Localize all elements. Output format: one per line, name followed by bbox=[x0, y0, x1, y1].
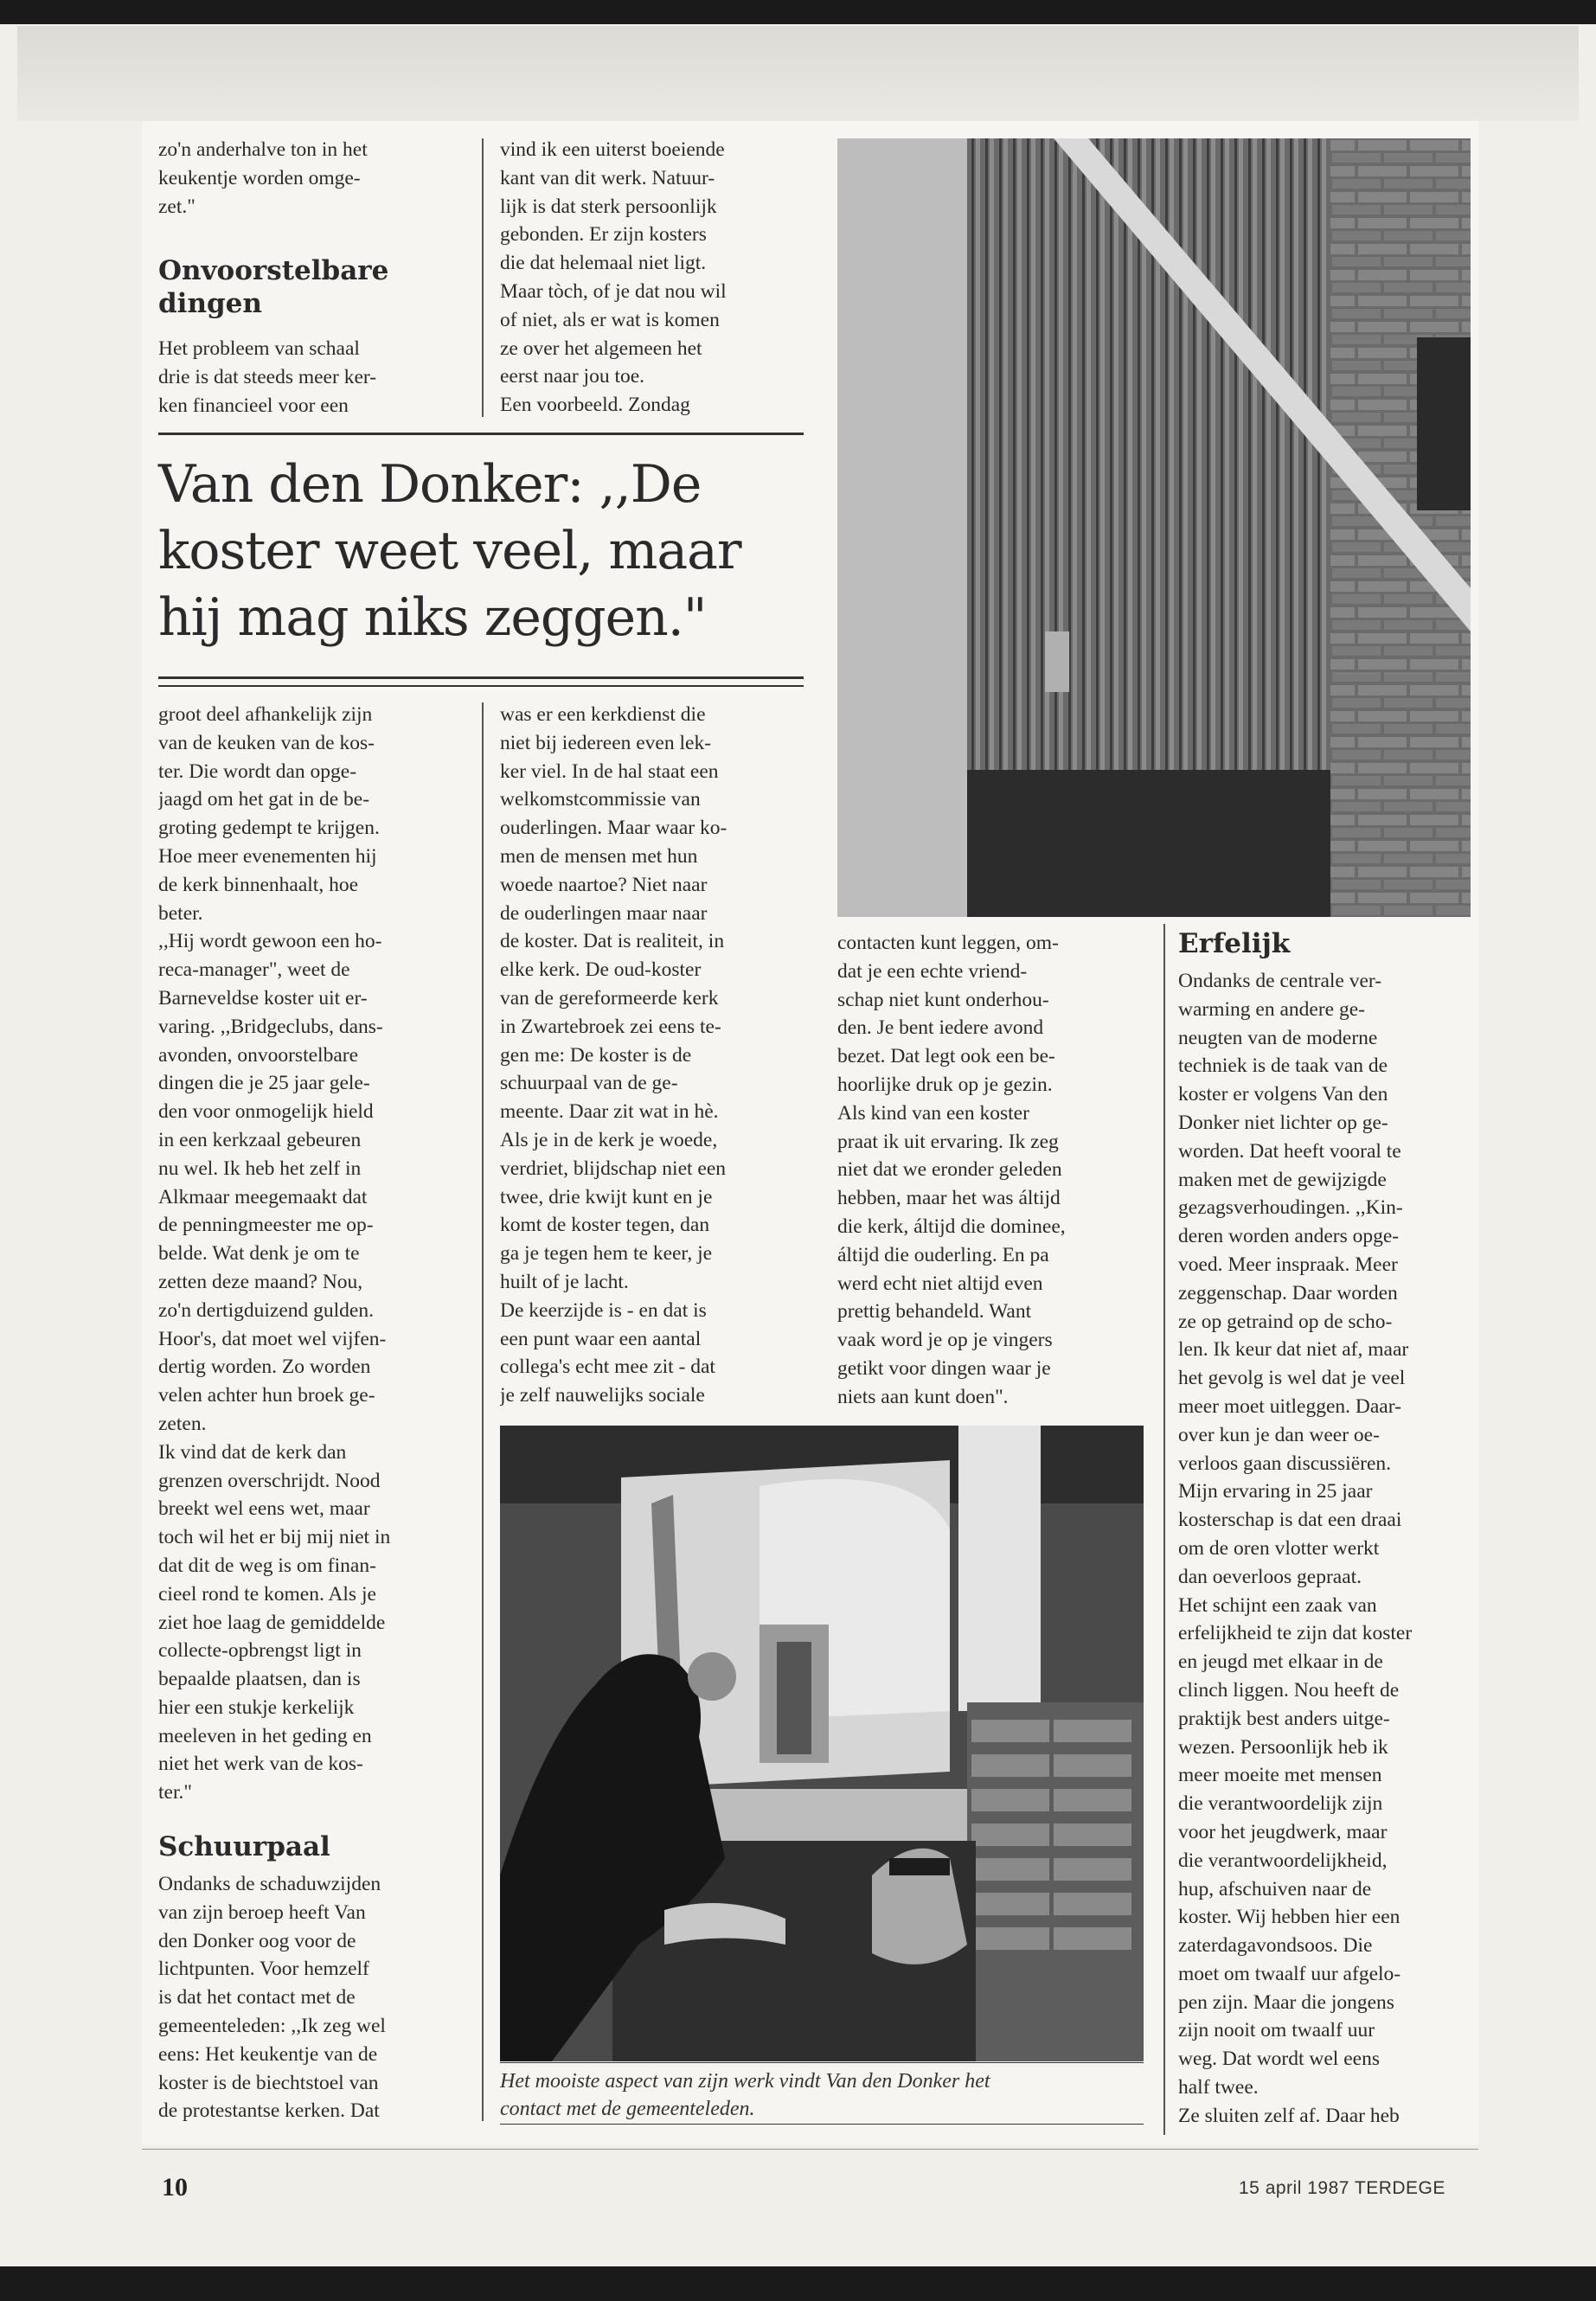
col2-main-text: was er een kerkdienst die niet bij iedereen even lek- ker viel. In de hal staat een welkomstcommissie van ouderlingen. Maar waar ko- men de mensen met hun woede naartoe? Niet naar de ouderlingen maar naar de koster. Dat is realiteit, in elke kerk. De oud-koster van de gereformeerde kerk in Zwartebroek zei eens te- gen me: De koster is de schuurpaal van de ge- meente. Daar zit wat in hè. Als je in de kerk je woede, verdriet, blijdschap niet een twee, drie kwijt kunt en je komt de koster tegen, dan ga je tegen hem te keer, je huilt of je lacht. De keerzijde is - en dat is een punt waar een aantal collega's echt mee zit - dat je zelf nauwelijks sociale bbox=[500, 703, 727, 1407]
column-divider bbox=[1163, 924, 1165, 2135]
col2-top-text: vind ik een uiterst boeiende kant van dit werk. Natuur- lijk is dat sterk persoonlijk gebonden. Er zijn kosters die dat helemaal niet ligt. Maar tòch, of je dat nou wil of niet, als er wat is komen ze over het algemeen het eerst naar jou toe. Een voorbeeld. Zondag bbox=[500, 138, 727, 417]
photo-koster-in-church-image bbox=[500, 1426, 1144, 2061]
col3-main-text: contacten kunt leggen, om- dat je een echte vriend- schap niet kunt onderhou- den. Je bent iedere avond bezet. Dat legt ook een be- hoorlijke druk op je gezin. Als kind van een koster praat ik uit ervaring. Ik zeg niet dat we eronder geleden hebben, maar het was áltijd die kerk, áltijd die dominee, áltijd die ouderling. En pa werd echt niet altijd even prettig behandeld. Want vaak word je op je vingers getikt voor dingen waar je niets aan kunt doen". bbox=[837, 932, 1066, 1408]
scan-top-border bbox=[0, 0, 1596, 24]
photo-church-door-image bbox=[837, 138, 1471, 917]
col4-main-text: Ondanks de centrale ver- warming en andere ge- neugten van de moderne techniek is de taak van de koster er volgens Van den Donker niet lichter op ge- worden. Dat heeft vooral te maken met de gewijzigde gezagsverhoudingen. ,,Kin- deren worden anders opge- voed. Meer inspraak. Meer zeggenschap. Daar worden ze op getraind op de scho- len. Ik keur dat niet af, maar het gevolg is wel dat je veel meer moet uitleggen. Daar- over kun je dan weer oe- verloos gaan discussiëren. Mijn ervaring in 25 jaar kosterschap is dat een draai om de oren vlotter werkt dan oeverloos gepraat. Het schijnt een zaak van erfelijkheid te zijn dat koster en jeugd met elkaar in de clinch liggen. Nou heeft de praktijk best anders uitge- wezen. Persoonlijk heb ik meer moeite met mensen die verantwoordelijk zijn voor het jeugdwerk, maar die verantwoordelijkheid, hup, afschuiven naar de koster. Wij hebben hier een zaterdagavondsoos. Die moet om twaalf uur afgelo- pen zijn. Maar die jongens zijn nooit om twaalf uur weg. Dat wordt wel eens half twee. Ze sluiten zelf af. Daar heb bbox=[1178, 970, 1413, 2127]
title-rule-top bbox=[158, 433, 804, 435]
photo-caption: Het mooiste aspect van zijn werk vindt Van den Donker het contact met de gemeenteleden. bbox=[500, 2070, 990, 2120]
photo-koster-in-church bbox=[500, 1426, 1144, 2061]
heading-onvoorstelbare-dingen: Onvoorstelbare dingen bbox=[158, 255, 389, 319]
column-divider bbox=[482, 138, 484, 417]
col1-bottom-text: Ondanks de schaduwzijden van zijn beroep heeft Van den Donker oog voor de lichtpunten. Voor hemzelf is dat het contact met de gemeenteleden: ,,Ik zeg wel eens: Het keukentje van de koster is de biechtstoel van de protestantse kerken. Dat bbox=[158, 1873, 386, 2123]
heading-erfelijk: Erfelijk bbox=[1178, 928, 1291, 959]
column-divider bbox=[482, 702, 484, 2121]
title-rule-bottom-2 bbox=[158, 685, 804, 687]
col1-top-text: zo'n anderhalve ton in het keukentje worden omge- zet." bbox=[158, 138, 368, 218]
heading-schuurpaal: Schuurpaal bbox=[158, 1831, 330, 1862]
col1-main-text: groot deel afhankelijk zijn van de keuken van de kos- ter. Die wordt dan opge- jaagd om het gat in de be- groting gedempt te krijgen. Hoe meer evenementen hij de kerk binnenhaalt, hoe beter. ,,Hij wordt gewoon een ho- reca-manager", weet de Barneveldse koster uit er- varing. ,,Bridgeclubs, dans- avonden, onvoorstelbare dingen die je 25 jaar gele- den voor onmogelijk hield in een kerkzaal gebeuren nu wel. Ik heb het zelf in Alkmaar meegemaakt dat de penningmeester me op- belde. Wat denk je om te zetten deze maand? Nou, zo'n dertigduizend gulden. Hoor's, dat moet wel vijfen- dertig worden. Zo worden velen achter hun broek ge- zeten. Ik vind dat de kerk dan grenzen overschrijdt. Nood breekt wel eens wet, maar toch wil het er bij mij niet in dat dit de weg is om finan- cieel rond te komen. Als je ziet hoe laag de gemiddelde collecte-opbrengst ligt in bepaalde plaatsen, dan is hier een stukje kerkelijk meeleven in het geding en niet het werk van de kos- ter." bbox=[158, 703, 391, 1804]
photo-church-door bbox=[837, 138, 1471, 917]
scan-shadow bbox=[17, 26, 1579, 121]
scan-bottom-border bbox=[0, 2266, 1596, 2301]
caption-rule-bottom bbox=[500, 2124, 1144, 2125]
col1-top-text-2: Het probleem van schaal drie is dat steeds meer ker- ken financieel voor een bbox=[158, 337, 377, 417]
page-number: 10 bbox=[162, 2173, 188, 2202]
title-rule-bottom bbox=[158, 676, 804, 679]
page-bottom-edge bbox=[142, 2149, 1478, 2150]
caption-rule bbox=[500, 2062, 1144, 2063]
issue-footer: 15 april 1987 TERDEGE bbox=[1239, 2178, 1445, 2198]
article-title: Van den Donker: ,,De koster weet veel, maar hij mag niks zeggen." bbox=[158, 454, 741, 648]
